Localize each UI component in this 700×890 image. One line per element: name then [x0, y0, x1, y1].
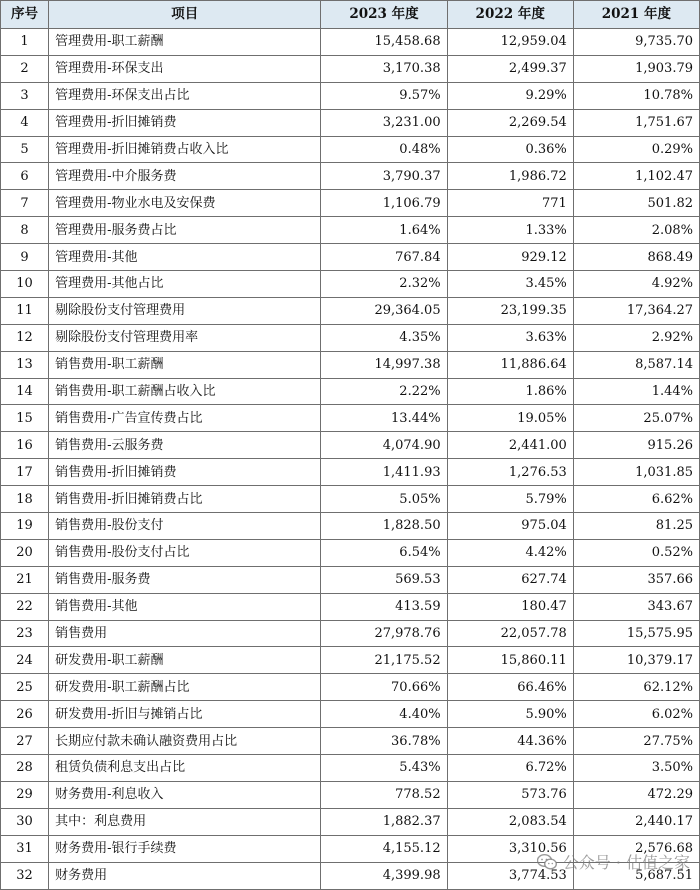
value-2021: 10.78% — [573, 82, 699, 109]
value-2022: 929.12 — [447, 244, 573, 271]
table-row — [1, 593, 700, 620]
header-no: 序号 — [1, 1, 49, 29]
table-row — [1, 324, 700, 351]
table-row — [1, 674, 700, 701]
header-2023: 2023 年度 — [321, 1, 447, 29]
row-no: 22 — [1, 593, 49, 620]
row-no: 32 — [1, 862, 49, 889]
table-row — [1, 432, 700, 459]
value-2022: 44.36% — [447, 728, 573, 755]
table-row — [1, 109, 700, 136]
value-2023: 70.66% — [321, 674, 447, 701]
value-2021: 2,440.17 — [573, 808, 699, 835]
value-2021: 357.66 — [573, 566, 699, 593]
table-row — [1, 566, 700, 593]
row-item: 销售费用 — [49, 620, 321, 647]
value-2022: 2,441.00 — [447, 432, 573, 459]
row-no: 23 — [1, 620, 49, 647]
table-row — [1, 459, 700, 486]
row-item: 管理费用-服务费占比 — [49, 217, 321, 244]
row-item: 销售费用-职工薪酬 — [49, 351, 321, 378]
row-no: 24 — [1, 647, 49, 674]
value-2023: 3,231.00 — [321, 109, 447, 136]
value-2021: 2,576.68 — [573, 835, 699, 862]
row-no: 25 — [1, 674, 49, 701]
row-no: 1 — [1, 29, 49, 56]
row-no: 2 — [1, 55, 49, 82]
value-2021: 9,735.70 — [573, 29, 699, 56]
table-row — [1, 217, 700, 244]
table-row — [1, 55, 700, 82]
row-no: 19 — [1, 513, 49, 540]
row-no: 31 — [1, 835, 49, 862]
value-2023: 1,828.50 — [321, 513, 447, 540]
value-2022: 1.33% — [447, 217, 573, 244]
row-item: 研发费用-折旧与摊销占比 — [49, 701, 321, 728]
value-2021: 3.50% — [573, 755, 699, 782]
header-2022: 2022 年度 — [447, 1, 573, 29]
table-body — [1, 29, 700, 890]
value-2021: 0.29% — [573, 136, 699, 163]
value-2022: 3,774.53 — [447, 862, 573, 889]
row-item: 财务费用-银行手续费 — [49, 835, 321, 862]
table-row — [1, 351, 700, 378]
value-2022: 2,269.54 — [447, 109, 573, 136]
row-no: 30 — [1, 808, 49, 835]
value-2023: 2.32% — [321, 271, 447, 298]
value-2021: 25.07% — [573, 405, 699, 432]
value-2022: 3.45% — [447, 271, 573, 298]
value-2023: 778.52 — [321, 781, 447, 808]
row-no: 27 — [1, 728, 49, 755]
watermark-text: 公众号 · 估值之家 — [562, 853, 690, 872]
table-row — [1, 728, 700, 755]
row-no: 29 — [1, 781, 49, 808]
value-2023: 5.43% — [321, 755, 447, 782]
value-2023: 4,155.12 — [321, 835, 447, 862]
value-2022: 1,276.53 — [447, 459, 573, 486]
table-row — [1, 647, 700, 674]
value-2022: 3.63% — [447, 324, 573, 351]
value-2022: 573.76 — [447, 781, 573, 808]
row-no: 9 — [1, 244, 49, 271]
value-2022: 5.79% — [447, 486, 573, 513]
row-item: 管理费用-环保支出占比 — [49, 82, 321, 109]
value-2022: 23,199.35 — [447, 297, 573, 324]
value-2023: 27,978.76 — [321, 620, 447, 647]
value-2021: 6.02% — [573, 701, 699, 728]
row-no: 16 — [1, 432, 49, 459]
row-no: 20 — [1, 539, 49, 566]
row-item: 销售费用-折旧摊销费 — [49, 459, 321, 486]
value-2022: 975.04 — [447, 513, 573, 540]
value-2022: 771 — [447, 190, 573, 217]
value-2021: 1,903.79 — [573, 55, 699, 82]
value-2023: 0.48% — [321, 136, 447, 163]
value-2023: 4.35% — [321, 324, 447, 351]
row-item: 剔除股份支付管理费用率 — [49, 324, 321, 351]
table-row — [1, 136, 700, 163]
value-2021: 1.44% — [573, 378, 699, 405]
value-2023: 767.84 — [321, 244, 447, 271]
row-item: 销售费用-股份支付占比 — [49, 539, 321, 566]
value-2023: 5.05% — [321, 486, 447, 513]
value-2022: 6.72% — [447, 755, 573, 782]
table-row — [1, 271, 700, 298]
header-2021: 2021 年度 — [573, 1, 699, 29]
value-2021: 2.92% — [573, 324, 699, 351]
value-2021: 501.82 — [573, 190, 699, 217]
value-2023: 3,790.37 — [321, 163, 447, 190]
value-2023: 3,170.38 — [321, 55, 447, 82]
row-item: 销售费用-折旧摊销费占比 — [49, 486, 321, 513]
value-2021: 6.62% — [573, 486, 699, 513]
value-2021: 8,587.14 — [573, 351, 699, 378]
value-2021: 17,364.27 — [573, 297, 699, 324]
table-row — [1, 244, 700, 271]
value-2021: 27.75% — [573, 728, 699, 755]
value-2022: 19.05% — [447, 405, 573, 432]
value-2021: 472.29 — [573, 781, 699, 808]
value-2022: 3,310.56 — [447, 835, 573, 862]
value-2023: 14,997.38 — [321, 351, 447, 378]
value-2022: 1.86% — [447, 378, 573, 405]
value-2023: 9.57% — [321, 82, 447, 109]
value-2021: 0.52% — [573, 539, 699, 566]
row-item: 管理费用-环保支出 — [49, 55, 321, 82]
row-no: 26 — [1, 701, 49, 728]
table-row — [1, 835, 700, 862]
row-no: 10 — [1, 271, 49, 298]
table-row — [1, 297, 700, 324]
row-no: 7 — [1, 190, 49, 217]
value-2021: 62.12% — [573, 674, 699, 701]
row-item: 销售费用-云服务费 — [49, 432, 321, 459]
value-2023: 1,882.37 — [321, 808, 447, 835]
value-2022: 12,959.04 — [447, 29, 573, 56]
row-item: 租赁负债利息支出占比 — [49, 755, 321, 782]
row-no: 18 — [1, 486, 49, 513]
value-2023: 569.53 — [321, 566, 447, 593]
row-no: 5 — [1, 136, 49, 163]
value-2023: 1,411.93 — [321, 459, 447, 486]
value-2022: 627.74 — [447, 566, 573, 593]
value-2023: 29,364.05 — [321, 297, 447, 324]
row-no: 3 — [1, 82, 49, 109]
header-row — [1, 1, 700, 29]
value-2021: 343.67 — [573, 593, 699, 620]
row-item: 研发费用-职工薪酬 — [49, 647, 321, 674]
value-2022: 4.42% — [447, 539, 573, 566]
value-2022: 11,886.64 — [447, 351, 573, 378]
row-no: 4 — [1, 109, 49, 136]
value-2022: 66.46% — [447, 674, 573, 701]
value-2021: 10,379.17 — [573, 647, 699, 674]
row-no: 12 — [1, 324, 49, 351]
row-item: 管理费用-中介服务费 — [49, 163, 321, 190]
row-item: 管理费用-物业水电及安保费 — [49, 190, 321, 217]
value-2023: 15,458.68 — [321, 29, 447, 56]
value-2021: 915.26 — [573, 432, 699, 459]
value-2022: 2,083.54 — [447, 808, 573, 835]
value-2023: 2.22% — [321, 378, 447, 405]
table-row — [1, 29, 700, 56]
row-item: 销售费用-其他 — [49, 593, 321, 620]
row-no: 14 — [1, 378, 49, 405]
value-2023: 13.44% — [321, 405, 447, 432]
value-2023: 6.54% — [321, 539, 447, 566]
value-2021: 1,751.67 — [573, 109, 699, 136]
table-row — [1, 620, 700, 647]
table-row — [1, 539, 700, 566]
row-no: 11 — [1, 297, 49, 324]
table-row — [1, 378, 700, 405]
row-item: 销售费用-广告宣传费占比 — [49, 405, 321, 432]
table-row — [1, 701, 700, 728]
value-2021: 81.25 — [573, 513, 699, 540]
value-2023: 1.64% — [321, 217, 447, 244]
value-2023: 36.78% — [321, 728, 447, 755]
value-2023: 4,074.90 — [321, 432, 447, 459]
value-2023: 1,106.79 — [321, 190, 447, 217]
value-2021: 5,687.51 — [573, 862, 699, 889]
value-2023: 413.59 — [321, 593, 447, 620]
value-2022: 9.29% — [447, 82, 573, 109]
value-2021: 2.08% — [573, 217, 699, 244]
row-no: 15 — [1, 405, 49, 432]
table-row — [1, 781, 700, 808]
row-no: 13 — [1, 351, 49, 378]
table-row — [1, 808, 700, 835]
row-item: 财务费用 — [49, 862, 321, 889]
row-item: 剔除股份支付管理费用 — [49, 297, 321, 324]
table-row — [1, 163, 700, 190]
value-2022: 22,057.78 — [447, 620, 573, 647]
table-row — [1, 862, 700, 889]
value-2022: 1,986.72 — [447, 163, 573, 190]
row-item: 管理费用-其他 — [49, 244, 321, 271]
row-item: 长期应付款未确认融资费用占比 — [49, 728, 321, 755]
row-no: 6 — [1, 163, 49, 190]
table-row — [1, 755, 700, 782]
value-2022: 2,499.37 — [447, 55, 573, 82]
table-row — [1, 190, 700, 217]
table-row — [1, 513, 700, 540]
row-item: 管理费用-其他占比 — [49, 271, 321, 298]
value-2022: 5.90% — [447, 701, 573, 728]
value-2022: 15,860.11 — [447, 647, 573, 674]
row-item: 其中：利息费用 — [49, 808, 321, 835]
row-no: 8 — [1, 217, 49, 244]
row-item: 研发费用-职工薪酬占比 — [49, 674, 321, 701]
table-row — [1, 486, 700, 513]
row-no: 21 — [1, 566, 49, 593]
row-item: 销售费用-职工薪酬占收入比 — [49, 378, 321, 405]
value-2021: 15,575.95 — [573, 620, 699, 647]
value-2021: 868.49 — [573, 244, 699, 271]
value-2021: 4.92% — [573, 271, 699, 298]
value-2023: 4.40% — [321, 701, 447, 728]
row-item: 销售费用-股份支付 — [49, 513, 321, 540]
value-2022: 0.36% — [447, 136, 573, 163]
table-header — [1, 1, 700, 29]
row-item: 销售费用-服务费 — [49, 566, 321, 593]
row-item: 财务费用-利息收入 — [49, 781, 321, 808]
row-no: 28 — [1, 755, 49, 782]
row-item: 管理费用-折旧摊销费 — [49, 109, 321, 136]
row-item: 管理费用-职工薪酬 — [49, 29, 321, 56]
row-item: 管理费用-折旧摊销费占收入比 — [49, 136, 321, 163]
row-no: 17 — [1, 459, 49, 486]
value-2022: 180.47 — [447, 593, 573, 620]
value-2021: 1,031.85 — [573, 459, 699, 486]
value-2021: 1,102.47 — [573, 163, 699, 190]
value-2023: 4,399.98 — [321, 862, 447, 889]
value-2023: 21,175.52 — [321, 647, 447, 674]
table-row — [1, 82, 700, 109]
table-row — [1, 405, 700, 432]
header-item: 项目 — [49, 1, 321, 29]
